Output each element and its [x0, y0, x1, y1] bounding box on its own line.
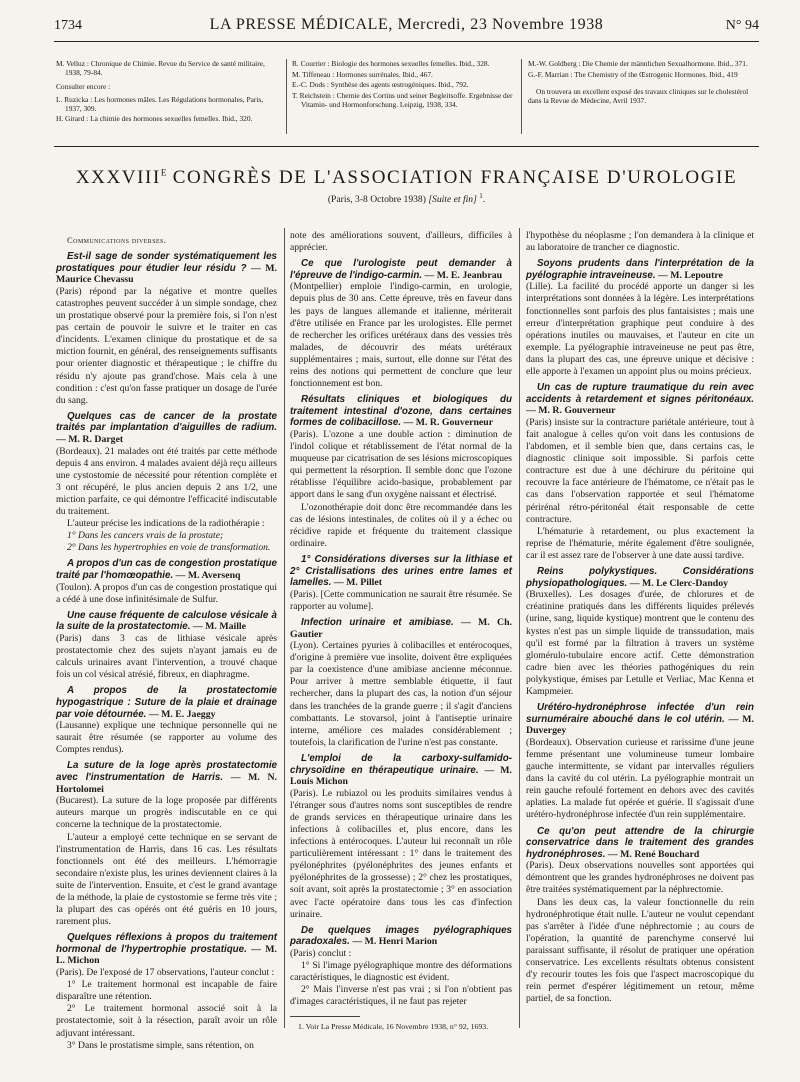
reference-item: L. Ruzicka : Les hormones mâles. Les Régulations hormonales, Paris, 1937, 309. [56, 94, 264, 113]
page-number: 1734 [54, 18, 82, 33]
paragraph: (Montpellier) emploie l'indigo-carmin, en urologie, depuis plus de 30 ans. Cette épreuve, très en faveur dans les pays de langues allemande et italienne, mériterait d'être utilisée en France par les urologistes. Elle permet de rechercher les orifices urétéraux dans des vessies très malades, de découvrir des méats urétéraux supplémentaires ; mais, surtout, elle donne sur l'état des reins des notions qui permettent de conclure que leur fonctionnement est bon. [290, 281, 512, 390]
reference-item: G.-F. Marrian : The Chemistry of the Œstrogenic Hormones. Ibid., 419 [528, 69, 738, 79]
paragraph: (Bucarest). La suture de la loge proposée par différents auteurs marque un progrès indiscutable en ce qui concerne la technique de la prostatectomie. [56, 795, 277, 831]
reference-note: Consulter encore : [56, 82, 111, 92]
paragraph: (Lyon). Certaines pyuries à colibacilles et entérocoques, d'origine à première vue insolite, doivent être expliquées par la coexistence d'une amibiase ancienne méconnue. Pour arriver à mettre semblable étiquette, il faut rechercher, dans la plupart des cas, la notion d'un séjour dans les tranchées de la grande guerre ; il s'agit d'anciens combattants. Le stovarsol, joint à l'antiseptie urinaire interne, améliore ces malades considérablement ; toutefois, la clarification de l'urine n'est pas constante. [290, 640, 512, 748]
paragraph: Dans les deux cas, la valeur fonctionnelle du rein hydronéphrotique était nulle. L'auteur ne voulut cependant pas s'arrêter à l'idée d'une néphrectomie ; au cours de l'opération, la quantité de parenchyme conservé lui paraissant suffisante, il résolut de pratiquer une opération conservatrice. Les excellents résultats obtenus consistent d'y recourir toutes les fois que l'aspect macroscopique du rein permet d'espérer légitimement un retour, même partiel, de sa fonction. [526, 896, 754, 1005]
communication-title: A propos d'un cas de congestion prostatique traité par l'homœopathie. — M. Aversenq [56, 558, 277, 582]
paragraph: (Paris) insiste sur la contracture pariétale antérieure, tout à fait analogue à celles qu'on voit dans les contusions de l'abdomen, et il semble bien que, dans certains cas, le diagnostic clinique soit impossible. Si parfois cette contracture est due à une déchirure du péritoine qui recouvre la face antérieure de l'hématome, ce n'était pas le cas dans l'observation rapportée et seul l'hématome périrénal rétro-péritonéal était responsable de cette contracture. [526, 416, 754, 525]
paragraph: (Paris) conclut : [290, 947, 352, 959]
communication-title: La suture de la loge après prostatectomie avec l'instrumentation de Harris. — M. N. Hortolomei [56, 760, 277, 795]
communication-title: Est-il sage de sonder systématiquement les prostatiques pour étudier leur résidu ? — M. Maurice Chevassu [56, 251, 277, 286]
communication-title: Infection urinaire et amibiase. — M. Ch. Gautier [290, 616, 512, 640]
footnote-marker: 1 [479, 192, 483, 200]
paragraph: L'auteur précise les indications de la radiothérapie : [67, 518, 265, 530]
column-divider [284, 228, 285, 1028]
article-subtitle: (Paris, 3-8 Octobre 1938) [Suite et fin] $^1$. [327, 192, 486, 206]
paragraph: (Bordeaux). 21 malades ont été traités par cette méthode depuis 4 ans environ. 4 malades avaient déjà reçu ailleurs une cystostomie de nécessité pour rétention complète et 3 ont récupéré, le plus ancien depuis 2 ans 1/2, une miction parfaite, ce qui démontre l'efficacité indiscutable du traitement. [56, 445, 277, 518]
paragraph: (Paris). Le rubiazol ou les produits similaires vendus à l'étranger sous d'autres noms sont susceptibles de rendre de grands services en thérapeutique urinaire dans les infections à colibacilles et, plus encore, dans les infections à entérocoques. L'auteur lui reconnaît un rôle particulièrement intéressant : 1° dans le traitement des pyélonéphrites (pyélonéphrites des jeunes enfants et pyélonéphrites de la grossesse) ; 2° chez les prostatiques, soit avant, soit après la prostatectomie ; 3° en association avec l'acte opératoire dans tous les cas d'infection urinaire. [290, 787, 512, 920]
communication-title: L'emploi de la carboxy-sulfamido-chrysoïdine en thérapeutique urinaire. — M. Louis Michon [290, 752, 512, 788]
reference-item: H. Girard : La chimie des hormones sexuelles femelles. Ibid., 320. [56, 114, 253, 124]
communication-title: A propos de la prostatectomie hypogastrique : Suture de la plaie et drainage par voie détournée. — M. E. Jaeggy [56, 685, 277, 720]
footnote-rule [290, 1016, 360, 1017]
communication-title: Ce que l'urologiste peut demander à l'épreuve de l'indigo-carmin. — M. E. Jeanbrau [290, 258, 512, 281]
paragraph: L'ozonothérapie doit donc être recommandée dans les cas de lésions intestinales, de colites où il y a échec ou récidive rapide et fréquente du traitement classique ordinaire. [290, 501, 512, 549]
footnote: 1. Voir La Presse Médicale, 16 Novembre 1938, n° 92, 1693. [298, 1022, 489, 1032]
communication-title: Quelques réflexions à propos du traitement hormonal de l'hypertrophie prostatique. — M. L. Michon [56, 932, 277, 967]
paragraph: L'hématurie à retardement, ou plus exactement la reprise de l'hématurie, mérite également d'être soulignée, car il est assez rare de l'observer à une date aussi tardive. [526, 525, 754, 561]
list-item: 2° Mais l'inverse n'est pas vrai ; si l'on n'obtient pas d'images caractéristiques, il ne faut pas rejeter [290, 984, 512, 1008]
references-col-3 [528, 59, 754, 107]
communication-title: Résultats cliniques et biologiques du traitement intestinal d'ozone, dans certaines formes de colibacillose. — M. R. Gouverneur [290, 394, 512, 429]
section-rule [54, 146, 759, 147]
list-item: 3° Dans le prostatisme simple, sans rétention, on [67, 1039, 254, 1051]
references-col-1 [56, 59, 278, 125]
body-column-1 [56, 230, 277, 1052]
paragraph: (Lausanne) explique une technique personnelle qui ne saurait être résumée (se rapporter au volume des Comptes rendus). [56, 720, 277, 756]
reference-item: R. Courrier : Biologie des hormones sexuelles femelles. Ibid., 328. [292, 59, 490, 68]
communication-title: Une cause fréquente de calculose vésicale à la suite de la prostatectomie. — M. Maille [56, 609, 277, 633]
list-item: 2° Le traitement hormonal associé soit à la prostatectomie, soit à la résection, paraît avoir un rôle adjuvant intéressant. [56, 1003, 277, 1039]
paragraph: (Toulon). A propos d'un cas de congestion prostatique qui a cédé à une dose infinitésimale de Sulfur. [56, 581, 277, 605]
journal-title: LA PRESSE MÉDICALE, Mercredi, 23 Novembre 1938 [209, 16, 604, 33]
paragraph: (Paris). De l'exposé de 17 observations, l'auteur conclut : [56, 967, 275, 979]
paragraph: (Paris). L'ozone a une double action : diminution de l'indol colique et rétablissement de l'état normal de la muqueuse par cicatrisation de ses lésions microscopiques qui permettent la résorption. Il semble donc que l'ozone rétablisse l'équilibre acido-basique, probablement par apport dans le sang d'un oxygène naissant et électrisé. [290, 429, 512, 501]
communication-title: Urétéro-hydronéphrose infectée d'un rein surnuméraire abouché dans le col utérin. — M. Duvergey [526, 702, 754, 737]
column-divider [519, 228, 520, 1028]
list-item: 2° Dans les hypertrophies en voie de transformation. [67, 542, 271, 554]
column-divider [286, 59, 287, 134]
reference-item: T. Reichstein : Chemie des Cortins und seiner Begleitsoffe. Ergebnisse der Vitamin- und Hormonforschung. Leipzig, 1938, 334. [292, 90, 513, 109]
paragraph: l'hypothèse du néoplasme ; l'on demandera à la clinique et au laboratoire de trancher ce diagnostic. [526, 230, 754, 254]
communication-title: 1° Considérations diverses sur la lithiase et 2° Cristallisations des urines entre lames et lamelles. — M. Pillet [290, 553, 512, 589]
paragraph: (Bruxelles). Les dosages d'urée, de chlorures et de créatinine pratiqués dans les différents liquides prélevés (urine, sang, liquide kystique) montrent que le contenu des kystes n'est pas un simple liquide de transsudation, mais qu'il est formé par la filtration à travers un système glomérulo-tubulaire encore actif. Cette démonstration cadre bien avec les théories pathogéniques du rein polykystique, émises par Letulle et Verliac, Mac Kenna et Kampmeier. [526, 589, 754, 697]
communication-title: Reins polykystiques. Considérations physiopathologiques. — M. Le Clerc-Dandoy [526, 566, 754, 589]
paragraph: L'auteur a employé cette technique en se servant de l'instrumentation de Harris, dans 16 cas. Les résultats fonctionnels ont été des meilleurs. L'hémorragie secondaire n'existe plus, les urines deviennent claires à la suite de l'intervention. Ensuite, et c'est le grand avantage de la méthode, la plaie de cystostomie se ferme très vite ; la plupart des cas opérés ont été guéris en 10 jours, rarement plus. [56, 831, 277, 928]
issue-number: N° 94 [725, 18, 759, 33]
communication-title: Un cas de rupture traumatique du rein avec accidents à retardement et signes péritonéaux. — M. R. Gouverneur [526, 382, 754, 417]
column-divider [521, 59, 522, 134]
references-col-2 [292, 59, 514, 111]
section-heading: Communications diverses. [67, 235, 167, 245]
reference-item: E.-C. Dods : Synthèse des agents œstrogéniques. Ibid., 792. [292, 80, 469, 90]
paragraph: (Lille). La facilité du procédé apporte un danger si les interprétations sont données à la légère. Les interprétations fonctionnelles sont parfois des plus fantaisistes ; mais une erreur d'interprétation graphique peut conduire à des opérations inutiles ou mauvaises, et l'auteur en cite un exemple. La pyélographie intraveineuse ne peut pas être, dans la plupart des cas, une épreuve unique et décisive : elle apporte à l'examen un appoint plus ou moins précieux. [526, 281, 754, 378]
reference-item: M.-W. Goldberg : Die Chemie der männlichen Sexualhormone. Ibid., 371. [528, 59, 748, 68]
list-item: 1° Si l'image pyélographique montre des déformations caractéristiques, le diagnostic est évident. [290, 960, 512, 984]
paragraph: (Paris). Deux observations nouvelles sont apportées qui démontrent que les grandes hydronéphroses ne doivent pas être traitées systématiquement par la néphrectomie. [526, 860, 754, 896]
header-rule [54, 41, 759, 42]
list-item: 1° Dans les cancers vrais de la prostate; [67, 530, 224, 542]
paragraph: (Paris) dans 3 cas de lithiase vésicale après prostatectomie chez des sujets n'ayant jamais eu de calculs urinaires avant l'intervention, a trouvé chaque fois un col vésical atrésié, fibreux, en diaphragme. [56, 633, 277, 681]
communication-title: Soyons prudents dans l'interprétation de la pyélographie intraveineuse. — M. Lepoutre [526, 258, 754, 281]
communication-title: De quelques images pyélographiques paradoxales. — M. Henri Marion [290, 924, 512, 948]
paragraph: (Paris) répond par la négative et montre quelles catastrophes peuvent succéder à un simple sondage, chez un prostatique observé pour la première fois, si l'on n'est pas certain de pouvoir le suivre et le traiter en cas d'incidents. L'examen clinique du prostatique et de sa miction fournit, en général, des renseignements suffisants pour orienter diagnostic et thérapeutique ; le chiffre du résidu n'y ajoute pas grand'chose. Mais cela à une condition : c'est qu'on fasse pratiquer un dosage de l'urée du sang. [56, 285, 277, 406]
communication-title: Quelques cas de cancer de la prostate traités par implantation d'aiguilles de radium. — M. R. Darget [56, 410, 277, 445]
paragraph: (Bordeaux). Observation curieuse et rarissime d'une jeune femme présentant une volumineuse tumeur lombaire gauche intermittente, se vidant par intervalles réguliers dans la cavité du col utérin. La pyélographie montrait un rein gauche refoulé fortement en dehors avec des cavités aplaties. La malade fut opérée et guérie. Il s'agissait d'une urétéro-hydronéphrose infectée d'un rein supplémentaire. [526, 736, 754, 821]
communication-title: Ce qu'on peut attendre de la chirurgie conservatrice dans le traitement des grandes hydronéphroses. — M. René Bouchard [526, 825, 754, 860]
body-column-3 [526, 230, 754, 1005]
body-column-2 [290, 230, 512, 1032]
paragraph: (Paris). [Cette communication ne saurait être résumée. Se rapporter au volume]. [290, 588, 512, 612]
reference-item: M. Velluz : Chronique de Chimie. Revue du Service de santé militaire, 1938, 79-84. [56, 59, 265, 78]
reference-note: On trouvera un excellent exposé des travaux cliniques sur le cholestérol dans la Revue de Médecine, Avril 1937. [528, 86, 749, 105]
reference-item: M. Tiffeneau : Hormones surrénales. Ibid., 467. [292, 69, 433, 79]
list-item: 1° Le traitement hormonal est incapable de faire disparaître une rétention. [56, 979, 277, 1003]
article-title: $XXXVIII^E$ CONGRÈS DE L'ASSOCIATION FRANÇAISE D'UROLOGIE [75, 167, 738, 188]
running-header [54, 14, 759, 40]
paragraph: note des améliorations souvent, d'ailleurs, difficiles à apprécier. [290, 230, 512, 254]
